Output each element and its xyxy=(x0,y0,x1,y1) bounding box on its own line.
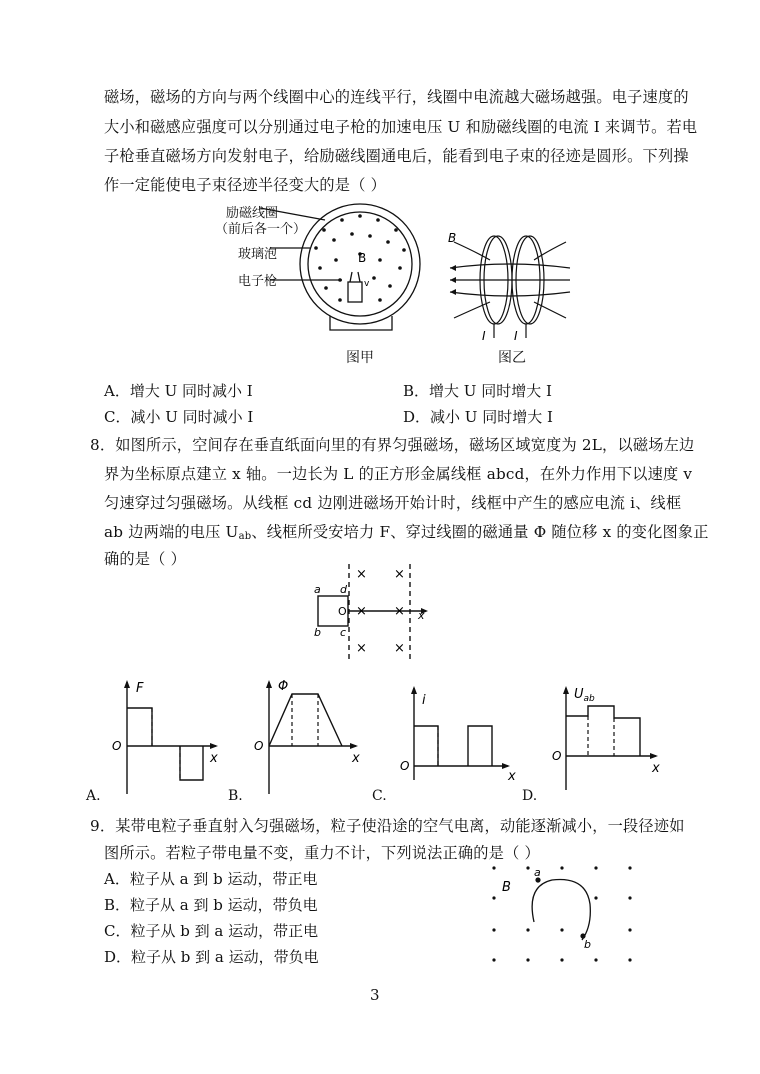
q7-line-3: 子枪垂直磁场方向发射电子，给励磁线圈通电后，能看到电子束的径迹是圆形。下列操 xyxy=(104,147,689,165)
q9-option-a[interactable]: A．粒子从 a 到 b 运动，带正电 xyxy=(104,870,318,888)
q8-graph-d-origin: O xyxy=(552,749,562,763)
q8-graph-c-xlabel: x xyxy=(508,769,516,784)
q8-graph-c-origin: O xyxy=(400,759,410,773)
q7-option-c[interactable]: C．减小 U 同时减小 I xyxy=(104,408,254,426)
q8-graph-a-origin: O xyxy=(112,739,122,753)
q8-graph-a-ylabel: F xyxy=(136,681,144,696)
q7-option-d[interactable]: D．减小 U 同时增大 I xyxy=(403,408,553,426)
q8-cross: × xyxy=(356,567,367,582)
fig-yi-diagram xyxy=(446,226,576,346)
q8-line-3: 匀速穿过匀强磁场。从线框 cd 边刚进磁场开始计时，线框中产生的感应电流 i、线框 xyxy=(104,494,682,512)
q8-graph-d-ylabel: $U_{ab}$ xyxy=(574,687,595,704)
q8-line-1: 8．如图所示，空间存在垂直纸面向里的有界匀强磁场，磁场区域宽度为 2L，以磁场左边 xyxy=(90,436,695,454)
q8-graph-d-letter[interactable]: D. xyxy=(522,788,538,804)
fig-jia-label-gun: 电子枪 xyxy=(238,274,278,289)
q7-line-4: 作一定能使电子束径迹半径变大的是（ ） xyxy=(104,176,387,194)
page-number: 3 xyxy=(370,986,380,1004)
q8-fig-b: b xyxy=(314,626,321,639)
q8-graph-c[interactable] xyxy=(396,680,516,800)
q8-cross: × xyxy=(356,641,367,656)
q8-graph-d-xlabel: x xyxy=(652,761,660,776)
q8-graph-b[interactable] xyxy=(252,676,362,796)
q9-b-point-label: b xyxy=(584,938,591,951)
q8-graph-a-letter[interactable]: A. xyxy=(86,788,101,804)
q8-fig-c: c xyxy=(340,626,347,639)
q9-field-dots xyxy=(492,866,631,961)
q8-cross: × xyxy=(356,604,367,619)
q8-graph-c-ylabel: i xyxy=(422,693,426,708)
q8-fig-d: d xyxy=(340,583,347,596)
q9-line-2: 图所示。若粒子带电量不变，重力不计，下列说法正确的是（ ） xyxy=(104,844,540,862)
q8-graph-d[interactable] xyxy=(548,680,668,800)
q8-fig-origin: O xyxy=(338,605,347,618)
q9-track-diagram xyxy=(486,860,646,970)
q8-graph-c-letter[interactable]: C. xyxy=(372,788,387,804)
q7-option-b[interactable]: B．增大 U 同时增大 I xyxy=(403,382,552,400)
fig-jia-diagram xyxy=(290,196,440,336)
fig-jia-label-bulb: 玻璃泡 xyxy=(238,247,278,262)
q7-line-2: 大小和磁感应强度可以分别通过电子枪的加速电压 U 和励磁线圈的电流 I 来调节。若电 xyxy=(104,118,698,136)
fig-yi-b-label: B xyxy=(448,231,457,245)
q8-graph-b-xlabel: x xyxy=(352,751,360,766)
q8-cross: × xyxy=(394,641,405,656)
q8-field-diagram xyxy=(310,562,450,662)
q9-option-d[interactable]: D．粒子从 b 到 a 运动，带负电 xyxy=(104,948,319,966)
q8-graph-b-origin: O xyxy=(254,739,264,753)
q9-a-label: a xyxy=(534,866,541,879)
q9-option-c[interactable]: C．粒子从 b 到 a 运动，带正电 xyxy=(104,922,319,940)
q8-fig-a: a xyxy=(314,583,321,596)
q8-line-4-sub: ab xyxy=(238,531,252,542)
q8-line-4 xyxy=(104,519,709,550)
fig-jia-b-label: B xyxy=(358,251,367,265)
fig-jia-v-label: v xyxy=(364,279,370,289)
q9-option-b[interactable]: B．粒子从 a 到 b 运动，带负电 xyxy=(104,896,318,914)
q8-line-4-b: 、线框所受安培力 F、穿过线圈的磁通量 Φ 随位移 x 的变化图象正 xyxy=(251,523,709,541)
q8-cross: × xyxy=(394,567,405,582)
fig-jia-label-coil: 励磁线圈 xyxy=(226,206,279,221)
fig-yi-caption: 图乙 xyxy=(498,350,526,366)
fig-jia-caption: 图甲 xyxy=(346,350,374,366)
q7-option-a[interactable]: A．增大 U 同时减小 I xyxy=(104,382,253,400)
q8-line-5: 确的是（ ） xyxy=(104,550,186,568)
q8-line-2: 界为坐标原点建立 x 轴。一边长为 L 的正方形金属线框 abcd，在外力作用下以速度 v xyxy=(104,465,693,483)
q9-line-1: 9．某带电粒子垂直射入匀强磁场，粒子使沿途的空气电离，动能逐渐减小，一段径迹如 xyxy=(90,817,685,835)
q8-graph-b-ylabel: Φ xyxy=(278,679,289,694)
fig-yi-i2-label: I xyxy=(514,329,518,343)
fig-jia-label-coil-note: （前后各一个） xyxy=(215,222,307,237)
q8-graph-b-letter[interactable]: B. xyxy=(228,788,243,804)
q8-fig-x: x xyxy=(418,609,425,622)
q8-graph-a-xlabel: x xyxy=(210,751,218,766)
q8-graph-a[interactable] xyxy=(110,676,220,796)
q8-line-4-a: ab 边两端的电压 U xyxy=(104,523,239,541)
q7-line-1: 磁场，磁场的方向与两个线圈中心的连线平行，线圈中电流越大磁场越强。电子速度的 xyxy=(104,88,689,106)
q8-cross: × xyxy=(394,604,405,619)
q9-b-label: B xyxy=(502,880,511,895)
fig-yi-i1-label: I xyxy=(482,329,486,343)
